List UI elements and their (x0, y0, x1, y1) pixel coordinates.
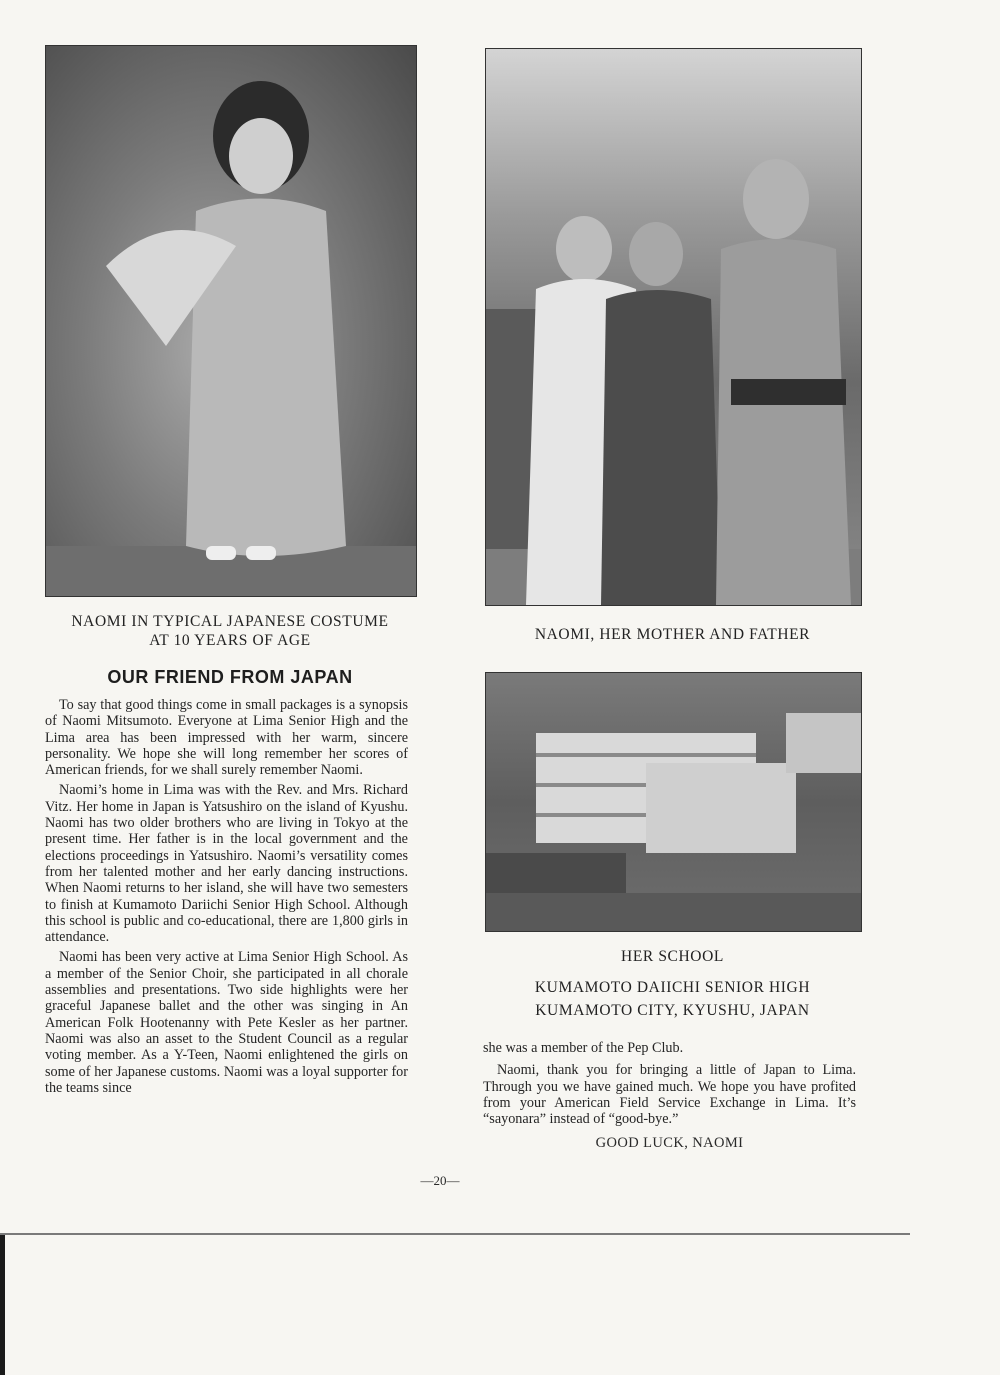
figure-silhouette (46, 46, 416, 596)
article-signoff: GOOD LUCK, NAOMI (595, 1135, 744, 1152)
family-silhouettes (486, 49, 861, 605)
photo-family (485, 48, 862, 606)
article-paragraph: Naomi has been very active at Lima Senior High School. As a member of the Senior Choir, she participated in all chorale assemblies and presentations. Two side highlights were her graceful Japanese ballet and the other was singing in An American Folk Hootenanny with Pete Kesler as her partner. Naomi was also an asset to the Student Council as a regular voting member. As a Y-Teen, Naomi enlightened the girls on some of her Japanese customs. Naomi was a loyal supporter for the teams since (45, 949, 408, 1096)
school-building (486, 673, 861, 931)
article-paragraph: Naomi, thank you for bringing a little of Japan to Lima. Through you we have gained much. We hope you have profited from your American Field Service Exchange in Lima. It’s “sayonara” instead of “good-bye.” (483, 1062, 856, 1128)
caption-line: KUMAMOTO DAIICHI SENIOR HIGH (534, 979, 811, 996)
caption-title: HER SCHOOL (621, 948, 724, 965)
page-number: —20— (420, 1173, 460, 1188)
article-paragraph: she was a member of the Pep Club. (483, 1040, 684, 1056)
caption-naomi-costume (45, 612, 415, 650)
scan-bottom-line (0, 1233, 910, 1235)
photo-naomi-costume (45, 45, 417, 597)
caption-line: KUMAMOTO CITY, KYUSHU, JAPAN (535, 1002, 810, 1019)
photo-school (485, 672, 862, 932)
caption-family (485, 625, 860, 644)
caption-line: NAOMI IN TYPICAL JAPANESE COSTUME (71, 613, 389, 630)
article-paragraph: To say that good things come in small packages is a synopsis of Naomi Mitsumoto. Everyone at Lima Senior High and the Lima area has been impressed with her warm, sincere personality. We hope she will long remember her scores of American friends, for we shall surely remember Naomi. (45, 697, 408, 779)
article-title: OUR FRIEND FROM JAPAN (107, 667, 353, 687)
article-left-column (45, 697, 408, 1096)
article-paragraph: Naomi’s home in Lima was with the Rev. and Mrs. Richard Vitz. Her home in Japan is Yatsushiro on the island of Kyushu. Naomi has two older brothers who are living in Tokyo at the present time. Her father is in the local government and the elections proceedings in Yatsushiro. Naomi’s versatility comes from her talented mother and her early dancing instructions. When Naomi returns to her island, she will have two semesters to finish at Kumamoto Dariichi Senior High School. Although this school is public and co-educational, there are 1,800 girls in attendance. (45, 782, 408, 946)
scan-left-edge (0, 1235, 5, 1375)
caption-line: NAOMI, HER MOTHER AND FATHER (534, 626, 811, 643)
article-right-column (483, 1040, 856, 1152)
caption-school (485, 947, 860, 1020)
caption-line: AT 10 YEARS OF AGE (149, 632, 311, 649)
